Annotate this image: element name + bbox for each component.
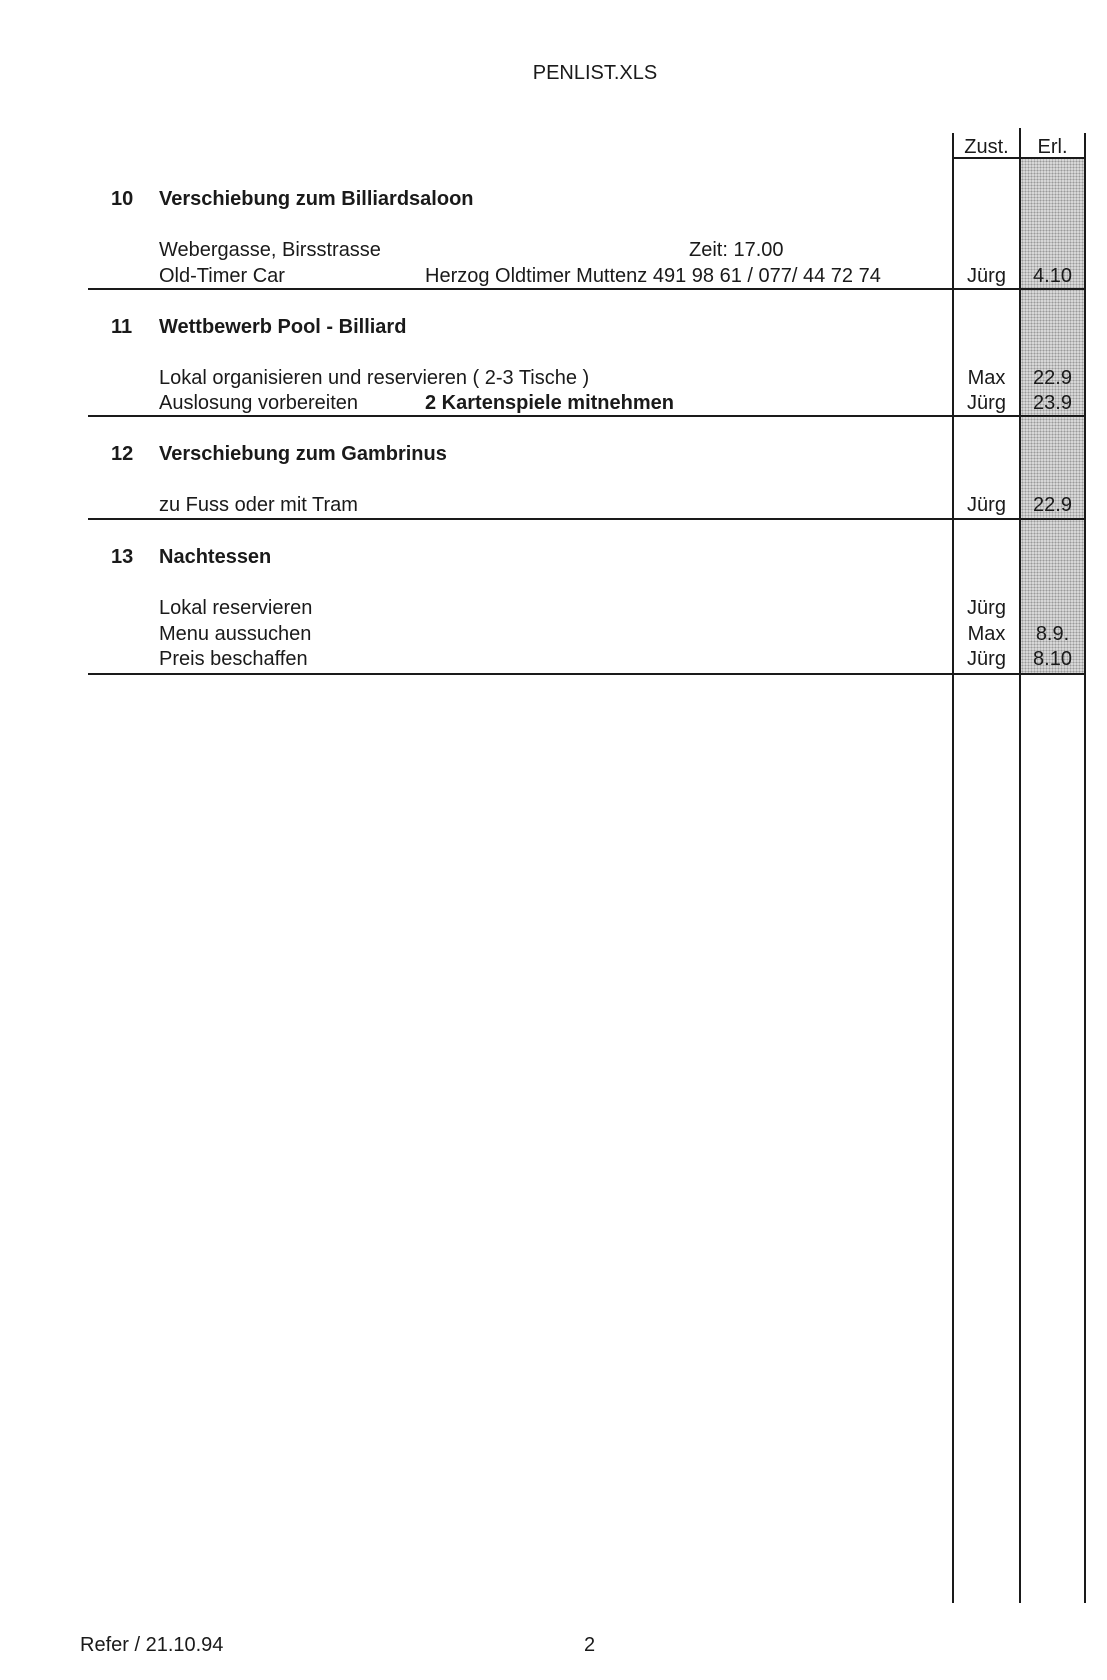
section-title: Wettbewerb Pool - Billiard	[159, 316, 407, 338]
done-date-cell: 22.9	[1033, 367, 1072, 389]
responsible-cell: Jürg	[967, 265, 1006, 287]
task-text: Old-Timer Car	[159, 265, 285, 287]
done-date-cell: 8.9.	[1035, 623, 1070, 645]
section-title: Nachtessen	[159, 546, 272, 568]
section-number: 11	[111, 316, 133, 338]
section-number: 13	[111, 546, 134, 568]
column-header-erl: Erl.	[1037, 136, 1068, 158]
section-number: 10	[111, 188, 134, 210]
task-text: Lokal organisieren und reservieren ( 2-3 Tische )	[159, 367, 590, 389]
responsible-cell: Max	[967, 623, 1006, 645]
column-header-rule	[952, 157, 1086, 159]
column-divider-right	[1084, 133, 1086, 1603]
responsible-cell: Jürg	[967, 392, 1006, 414]
task-text: Webergasse, Birsstrasse	[159, 239, 381, 261]
section-title: Verschiebung zum Billiardsaloon	[159, 188, 474, 210]
task-extra: Zeit: 17.00	[689, 239, 784, 261]
done-date-cell: 22.9	[1033, 494, 1072, 516]
responsible-cell: Jürg	[967, 597, 1006, 619]
column-divider-middle	[1019, 128, 1021, 1603]
done-date-cell: 23.9	[1033, 392, 1072, 414]
task-text: zu Fuss oder mit Tram	[159, 494, 358, 516]
done-date-cell: 8.10	[1033, 648, 1072, 670]
task-text: Auslosung vorbereiten	[159, 392, 359, 414]
section-title: Verschiebung zum Gambrinus	[159, 443, 447, 465]
section-divider	[88, 518, 1086, 520]
task-text: Lokal reservieren	[159, 597, 313, 619]
section-divider	[88, 673, 1086, 675]
section-number: 12	[111, 443, 134, 465]
task-text: Menu aussuchen	[159, 623, 312, 645]
responsible-cell: Jürg	[967, 494, 1006, 516]
task-extra: Herzog Oldtimer Muttenz 491 98 61 / 077/ 44 72 74	[425, 265, 881, 287]
done-date-cell: 4.10	[1033, 265, 1072, 287]
responsible-cell: Max	[967, 367, 1006, 389]
column-divider-left	[952, 133, 954, 1603]
task-text: Preis beschaffen	[159, 648, 308, 670]
column-header-zust: Zust.	[964, 136, 1009, 158]
task-extra: 2 Kartenspiele mitnehmen	[425, 392, 674, 414]
footer-reference: Refer / 21.10.94	[80, 1634, 224, 1656]
responsible-cell: Jürg	[967, 648, 1006, 670]
page-title: PENLIST.XLS	[532, 62, 658, 84]
page-number: 2	[584, 1634, 596, 1656]
section-divider	[88, 288, 1086, 290]
section-divider	[88, 415, 1086, 417]
